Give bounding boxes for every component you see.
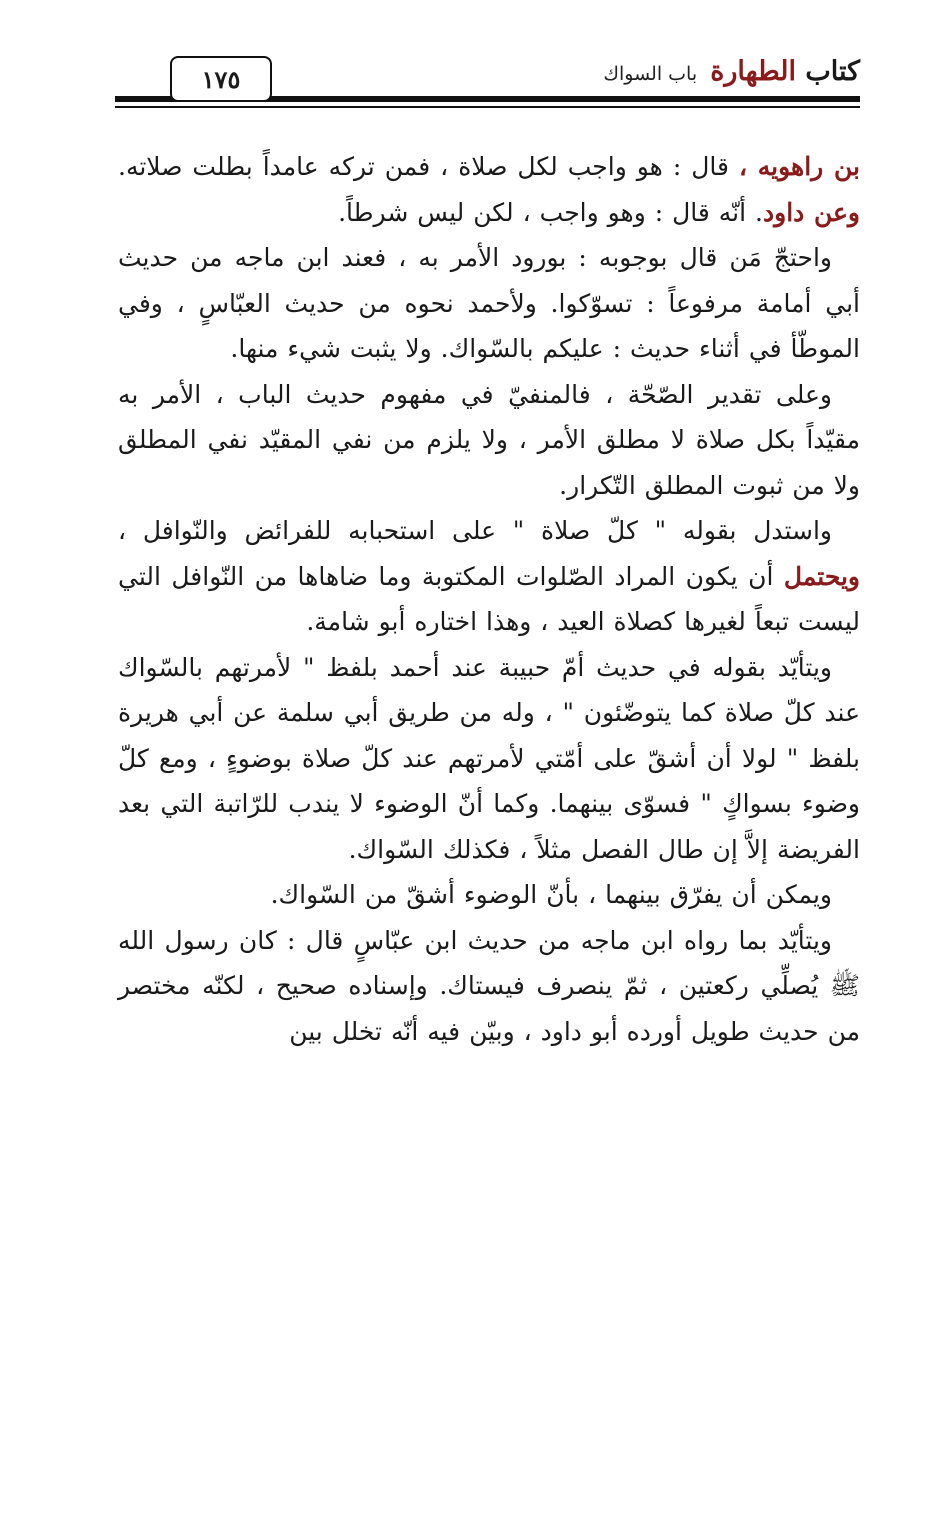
header-rule-thin — [115, 106, 860, 108]
paragraph-3: وعلى تقدير الصّحّة ، فالمنفيّ في مفهوم حديث الباب ، الأمر به مقيّداً بكل صلاة لا مطلق الأمر ، ولا يلزم من نفي المقيّد نفي المطلق ولا من ثبوت المطلق التّكرار. — [118, 379, 860, 500]
highlight-narrator: بن راهويه ، — [738, 152, 860, 181]
page-body — [118, 144, 860, 1054]
paragraph-2: واحتجّ مَن قال بوجوبه : بورود الأمر به ، فعند ابن ماجه من حديث أبي أمامة مرفوعاً : تسوّكوا. ولأحمد نحوه من حديث العبّاسٍ ، وفي الموطّأ في أثناء حديث : عليكم بالسّواك. ولا يثبت شيء منها. — [118, 243, 860, 363]
highlight-term: ويحتمل — [783, 561, 860, 591]
page-number-box — [170, 56, 272, 102]
paragraph-4 — [118, 508, 860, 645]
book-title-part2: الطهارة — [710, 56, 796, 87]
highlight-narrator-2: وعن داود — [762, 197, 860, 227]
chapter-title: باب السواك — [603, 63, 698, 85]
paragraph-5: ويتأيّد بقوله في حديث أمّ حبيبة عند أحمد بلفظ " لأمرتهم بالسّواك عند كلّ صلاة كما يتوضّئون " ، وله من طريق أبي سلمة عن أبي هريرة بلفظ " لولا أن أشقّ على أمّتي لأمرتهم عند كلّ صلاة بوضوءٍ ، ومع كلّ وضوء بسواكٍ " فسوّى بينهما. وكما أنّ الوضوء لا يندب للرّاتبة التي بعد الفريضة إلاَّ إن طال الفصل مثلاً ، فكذلك السّواك. — [118, 652, 860, 864]
paragraph-6: ويمكن أن يفرّق بينهما ، بأنّ الوضوء أشقّ من السّواك. — [270, 880, 832, 909]
paragraph-text: قال : هو واجب لكل صلاة ، فمن تركه عامداً بطلت صلاته. — [118, 152, 739, 181]
paragraph-1 — [118, 144, 860, 235]
page-number: ١٧٥ — [201, 65, 241, 94]
book-title — [710, 56, 860, 87]
paragraph-text-2: أن يكون المراد الصّلوات المكتوبة وما ضاهاها من النّوافل التي ليست تبعاً لغيرها كصلاة العيد ، وهذا اختاره أبو شامة. — [118, 561, 860, 636]
running-title — [603, 56, 860, 87]
book-title-part1: كتاب — [795, 56, 860, 87]
page-header — [115, 50, 860, 112]
paragraph-text: واستدل بقوله " كلّ صلاة " على استحبابه للفرائض والنّوافل ، — [118, 516, 832, 545]
paragraph-text-2: . أنّه قال : وهو واجب ، لكن ليس شرطاً. — [338, 197, 763, 227]
paragraph-7: ويتأيّد بما رواه ابن ماجه من حديث ابن عبّاسٍ قال : كان رسول الله ﷺ يُصلِّي ركعتين ، ثمّ ينصرف فيستاك. وإسناده صحيح ، لكنّه مختصر من حديث طويل أورده أبو داود ، وبيّن فيه أنّه تخلل بين — [118, 925, 860, 1046]
